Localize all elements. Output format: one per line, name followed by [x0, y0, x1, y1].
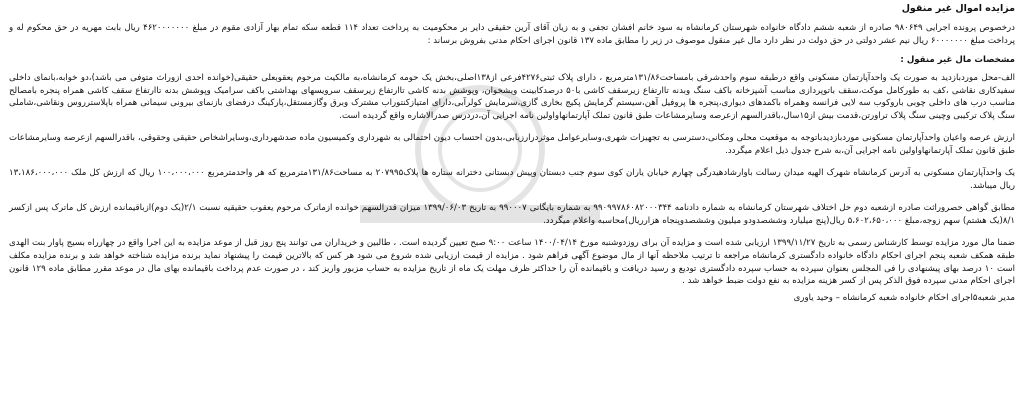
notice-title: مزایده اموال غیر منقول — [901, 3, 1015, 14]
inheritance-share-paragraph: مطابق گواهی حصروراثت صادره ازشعبه دوم حل اختلاف شهرستان کرمانشاه به شماره دادنامه ۹۹۰۹۹۷۸۶۰۸۲۰۰۰۳۴۴ به شماره بایگانی ۹۹۰۰۰۷ به تاریخ ۱۳۹۹/۰۶/۰۳ میزان قدرالسهم خوانده ازماترک مرحوم یعقوب حقیقیه نسبت ۲/۱(یک دوم)ازباقیمانده ارزش کل ماترک پس ازکسر ۸/۱(یک هشتم) سهم زوجه،مبلغ ۵،۶۰۲،۶۵۰،۰۰۰ ریال(پنج میلیارد وششصدودو میلیون وششصدوپنجاه هزارریال)محاسبه واعلام میگردد. — [9, 202, 1016, 226]
property-specs-heading: مشخصات مال غیر منقول : — [900, 54, 1015, 65]
auction-terms-paragraph: ضمنا مال مورد مزایده توسط کارشناس رسمی به تاریخ ۱۳۹۹/۱۱/۲۷ ارزیابی شده است و مزایده آن برای روزدوشنبه مورخ ۱۴۰۰/۰۴/۱۴ ساعت ۹:۰۰ صبح تعیین گردیده است. ، طالبین و خریداران می توانند پنج روز قبل از موعد مزایده به این اجرا واقع در چهارراه بسیج پاوار بنت الهدی طبقه همکف شعبه پنجم اجرای احکام دادگاه خانواده دادگستری کرمانشاه مراجعه تا ترتیب ملاحظه آنها از مال موضوع آگهی فراهم شود . مزایده از قیمت ارزیابی شده شروع می شود هر کس که بالاترین قیمت را پیشنهاد نماید برنده مزایده شناخته خواهد شد و برنده مزایده مکلف است ۱۰ درصد بهای پیشنهادی را فی المجلس بعنوان سپرده به حساب سپرده دادگستری تودیع و رسید دریافت و باقیمانده آن را حداکثر ظرف مهلت یک ماه از تاریخ مزایده به حساب مزبور واریز کند ، در صورت عدم پرداخت باقیمانده بهای مال در موعد مقرر مطابق ماده ۱۲۹ قانون اجرای احکام مدنی سپرده فوق الذکر پس از کسر هزینه مزایده به نفع دولت ضبط خواهد شد . — [9, 237, 1015, 287]
intro-paragraph: درخصوص پرونده اجرایی ۹۸۰۶۴۹ صادره از شعبه ششم دادگاه خانواده شهرستان کرمانشاه به سود خانم افشان تجفی و به زیان آقای آرین حقیقی دایر بر محکومیت به پرداخت تعداد ۱۱۴ قطعه سکه تمام بهار آزادی مقوم در مبلغ ۴۶۲۰۰۰۰۰۰۰ ریال بابت مهریه در حق محکوم له و پرداخت مبلغ ۶۰۰۰۰۰۰۰ ریال نیم عشر دولتی در حق دولت در نظر دارد مال غیر منقول موصوف در زیر را مطابق ماده ۱۳۷ قانون اجرای احکام مدنی بفروش برساند : — [9, 22, 1015, 46]
address-value-paragraph: یک واحدآپارتمان مسکونی به آدرس کرمانشاه شهرک الهیه میدان رسالت باوارشادهیدرگی چهارم خیابان یاران کوی سوم جنب دبستان وپیش دبستانی دخترانه ستاره ها پلاک۲۰۷۹۹۵ به مساحت۱۳۱/۸۶مترمربع که هر واحدمترمربع ۱۰۰،۰۰۰،۰۰۰ ریال که ارزش کل ملک ۱۳،۱۸۶،۰۰۰،۰۰۰ ریال میباشد. — [9, 168, 1015, 191]
valuation-paragraph: ارزش عرصه واعیان واحدآپارتمان مسکونی موردبازدیدباتوجه به موقعیت محلی ومکانی،دسترسی به تجهیزات شهری،وسایرعوامل موثردرارزیابی،بدون احتساب دیون احتمالی به شهرداری وکمیسیون ماده صدشهرداری،وسایراشخاص حقیقی وحقوقی، باقدرالسهم ازعرصه وسایرمشاعات طبق قانون تملک آپارتمانهاواولین نامه اجرایی آن،به شرح جدول ذیل اعلام میگردد. — [9, 133, 1015, 157]
property-description-paragraph: الف-محل موردبازدید به صورت یک واحدآپارتمان مسکونی واقع درطبقه سوم واحدشرقی بامساحت۱۳۱/۸۶مترمربع ، دارای پلاک ثبتی۴۲۷۶فرعی از۱۳۸اصلی،بخش یک حومه کرمانشاه،به مالکیت مرحوم یعقوبعلی حقیقی(خوانده احدی ازوراث متوفی می باشد)،دو خوابه،بانمای داخلی سفیدکاری نقاشی ،کف به طورکامل موکت،سقف باتوپردازی مناسب آشپزخانه باکف سنگ وبدنه تاارتفاع زیرسقف کاشی با۵۰ درصدکابینت ویشخوان، وپوشش بدنه کاشی تاارتفاع زیرسقف سرویسهای بهداشتی باکف سرامیک وپوشش بدنه تاارتفاع سقف کاشی همراه پنجره بامصالح مناسب درب های داخلی چوبی باروکوب سه لایی فرانسه وهمراه باکمدهای دیواری،پنجره ها پروفیل آهن،سیستم گرمایش پکیج بخاری گازی،سرمایش کولرآبی،دارای امتیازکنتوراب مشترک وبرق وگازمستقل،پارکینگ درفضای بازنمای بیرونی سیمانی همراه باپلاسترروس ونقاشی،شاملی سنگ پلاک ترکیبی وچینی سنگ پلاک تراورتن،قدمت بیش از۱۵سال،باقدرالسهم ازعرصه وسایرمشاعات طبق قانون تملک آپارتمانهاواولین نامه اجرایی آن،دردرس صدرالاشاره واقع گردیده است. — [9, 72, 1015, 122]
signature-line: مدیر شعبه۵اجرای احکام خانواده شعبه کرمانشاه – وحید یاوری — [793, 293, 1015, 304]
